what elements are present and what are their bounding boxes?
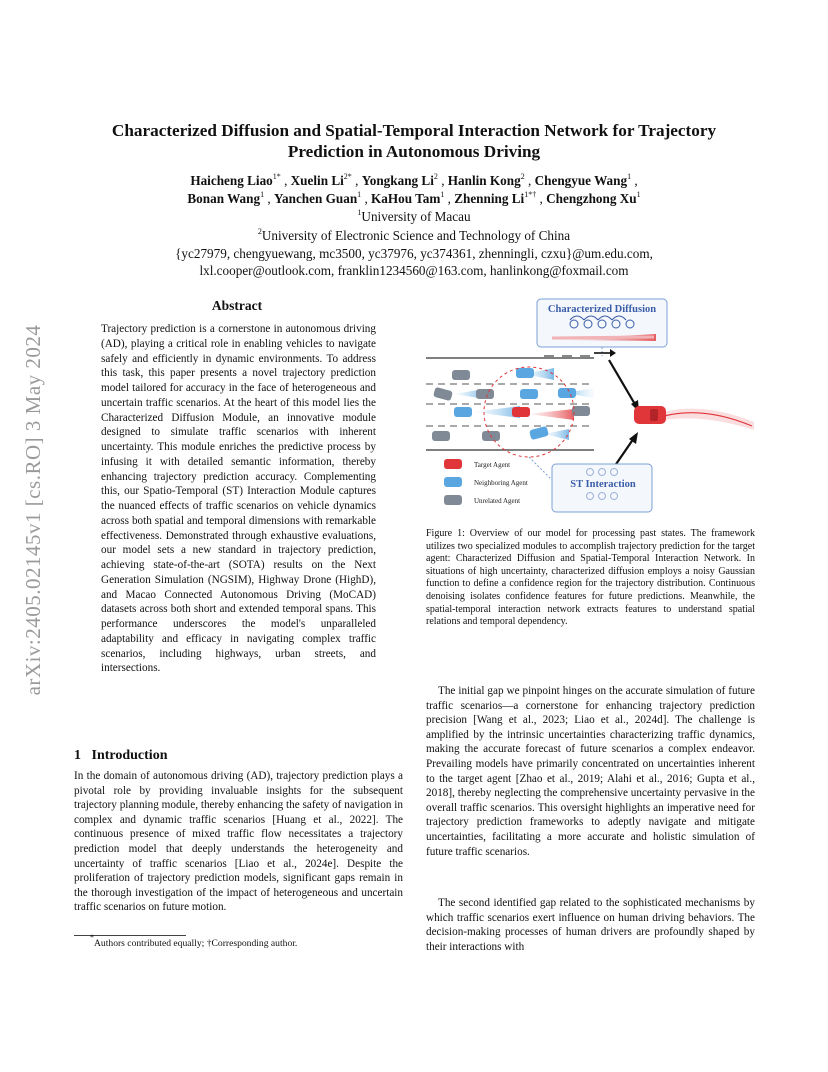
characterized-diffusion-box (537, 299, 667, 347)
affiliation-1: $^1$University of Macau (357, 208, 471, 224)
author: KaHou Tam (371, 191, 441, 206)
paper-title (60, 120, 768, 162)
legend (444, 459, 528, 505)
abstract-heading: Abstract (211, 298, 263, 313)
svg-text:Neighboring Agent: Neighboring Agent (474, 479, 528, 487)
emails-line-2: lxl.cooper@outlook.com, franklin1234560@163.com, hanlinkong@foxmail.com (199, 263, 629, 278)
figure-1 (424, 294, 756, 516)
author: Zhenning Li (454, 191, 525, 206)
target-prediction (634, 406, 754, 430)
emails-line-1: {yc27979, chengyuewang, mc3500, yc37976, yc374361, zhenningli, czxu}@um.edu.com, (175, 246, 653, 261)
author-line-1: Haicheng Liao$^{1*}$ , Xuelin $Li^{2*}$ , Yongkang Li$^2$ , Hanlin Kong$^2$ , Chengyue Wang$^1$ , (190, 172, 638, 188)
author: Xuelin Li (290, 173, 344, 188)
author: Hanlin Kong (447, 173, 521, 188)
abstract-text: Trajectory prediction is a cornerstone in autonomous driving (AD), playing a critical role in enabling vehicles to navigate safely and efficiently in dynamic environments. To address this task, this paper presents a novel trajectory prediction model tailored for accuracy in the face of heterogeneous and uncertain traffic scenarios. At the heart of this model lies the Characterized Diffusion Module, an innovative module designed to simulate traffic scenarios with inherent uncertainty. This module enriches the predictive process by infusing it with detailed semantic information, thereby enhancing trajectory prediction accuracy. Complementing this, our Spatio-Temporal (ST) Interaction Module captures the nuanced effects of traffic scenarios on vehicle dynamics across both spatial and temporal dimensions with remarkable effectiveness. Demonstrated through exhaustive evaluations, our model sets a new standard in trajectory prediction, achieving state-of-the-art (SOTA) results on the Next Generation Simulation (NGSIM), Highway Drone (HighD), and Macao Connected Autonomous Driving (MoCAD) datasets across both short and extended temporal spans. This performance underscores the model's unparalleled adaptability and efficacy in navigating complex traffic scenarios, including highways, urban streets, and intersections. (101, 323, 376, 675)
intro-text: In the domain of autonomous driving (AD), trajectory prediction plays a pivotal role by providing invaluable insights for the subsequent trajectory planning module, thereby enhancing the safety of navigation in complex and dynamic traffic scenarios [Huang et al., 2022]. The continuous presence of mixed traffic flow necessitates a trajectory prediction model that deeply understands the heterogeneity and uncertainty of traffic scenarios [Liao et al., 2024e]. Despite the proliferation of trajectory prediction models, significant gaps remain in the thorough investigation of the impact of heterogeneous and uncertain traffic scenarios on future motion. (74, 770, 403, 914)
author-line-2: Bonan Wang$^1$ , Yanchen Guan$^1$ , KaHou Tam$^1$ , Zhenning $Li^{1*\dagger}$ , Chengzhong Xu$^1$ (187, 190, 641, 206)
title-line-1: Characterized Diffusion and Spatial-Temporal Interaction Network for Trajectory (111, 121, 717, 140)
road-scene (426, 349, 616, 450)
intro-heading: 1 Introduction (74, 748, 168, 763)
arxiv-stamp: arXiv:2405.02145v1 [cs.RO] 3 May 2024 (21, 324, 45, 696)
author: Bonan Wang (187, 191, 261, 206)
author: Chengyue Wang (534, 173, 628, 188)
title-line-2: Prediction in Autonomous Driving (287, 142, 541, 161)
st-interaction-box (552, 464, 652, 512)
svg-text:Unrelated Agent: Unrelated Agent (474, 497, 521, 505)
characterized-diffusion-label: Characterized Diffusion (547, 304, 657, 315)
svg-text:Target Agent: Target Agent (474, 461, 511, 469)
author: Chengzhong Xu (546, 191, 637, 206)
author: Yongkang Li (361, 173, 434, 188)
st-interaction-label: ST Interaction (570, 479, 636, 490)
affiliation-2: $^2$University of Electronic Science and Technology of China (257, 227, 571, 243)
author: Yanchen Guan (273, 191, 358, 206)
figure-caption: Figure 1: Overview of our model for processing past states. The framework utilizes two specialized modules to accomplish trajectory prediction for the target agent: Characterized Diffusion and Spatial-Temporal Interaction Network. In situations of high uncertainty, characterized diffusion employs a noisy Gaussian function to define a confidence region for the trajectory distribution. Continuous denoising isolates confidence features for future predictions. Meanwhile, the spatial-temporal interaction network extracts features to understand spatial relations and temporal dependency. (426, 528, 755, 628)
author: Haicheng Liao (190, 173, 273, 188)
right-paragraph-2: The second identified gap related to the sophisticated mechanisms by which traffic scenarios exert influence on human driving behaviors. The decision-making processes of human drivers are profoundly shaped by their interactions with (426, 897, 755, 953)
right-paragraph-1: The initial gap we pinpoint hinges on the accurate simulation of future traffic scenarios—a cornerstone for enhancing trajectory prediction precision [Wang et al., 2023; Liao et al., 2024d]. The challenge is amplified by the intrinsic uncertainties characterizing traffic dynamics, making the accurate forecast of future scenarios a complex endeavor. Prevailing models have primarily concentrated on uncertainties inherent to the target agent [Zhao et al., 2019; Alahi et al., 2016; Gupta et al., 2018], thereby neglecting the comprehensive uncertainty pervasive in the overall traffic scenarios. This oversight highlights an imperative need for trajectory prediction frameworks to adeptly navigate and mitigate uncertainties, facilitating a more accurate and holistic simulation of future traffic scenarios. (426, 685, 755, 858)
footnote: *Authors contributed equally; †Corresponding author. (90, 933, 298, 949)
